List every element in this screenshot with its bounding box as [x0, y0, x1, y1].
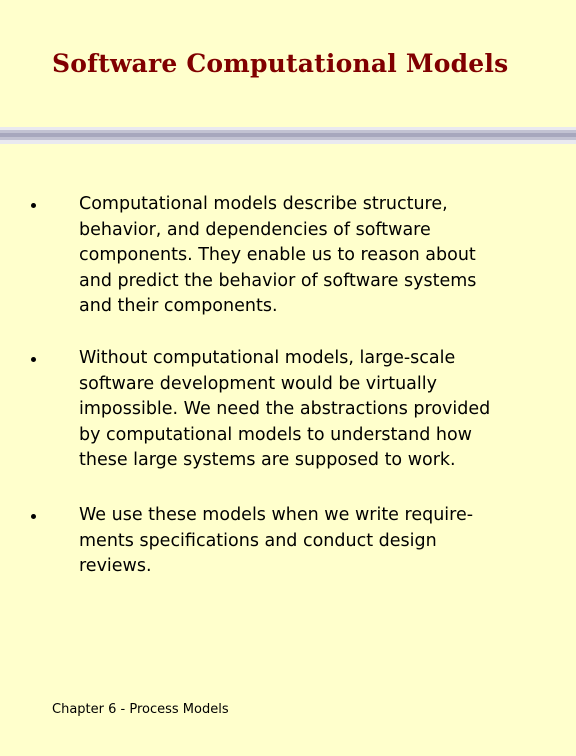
divider-band: [0, 140, 576, 144]
bullet-icon: [31, 514, 36, 519]
bullet-text: Computational models describe structure, behavior, and dependencies of software components. They enable us to reason about and predict the behavior of software systems and their components.: [79, 194, 477, 316]
slide-footer: Chapter 6 - Process Models: [52, 702, 229, 717]
bullet-text: We use these models when we write require- ments specifications and conduct design reviews.: [79, 505, 474, 576]
slide-title: Software Computational Models: [52, 49, 509, 78]
title-divider: [0, 127, 576, 144]
bullet-icon: [31, 203, 36, 208]
bullet-text: Without computational models, large-scale software development would be virtually impossible. We need the abstractions provided by computational models to understand how these large systems are supposed to work.: [79, 348, 491, 470]
bullet-icon: [31, 357, 36, 362]
